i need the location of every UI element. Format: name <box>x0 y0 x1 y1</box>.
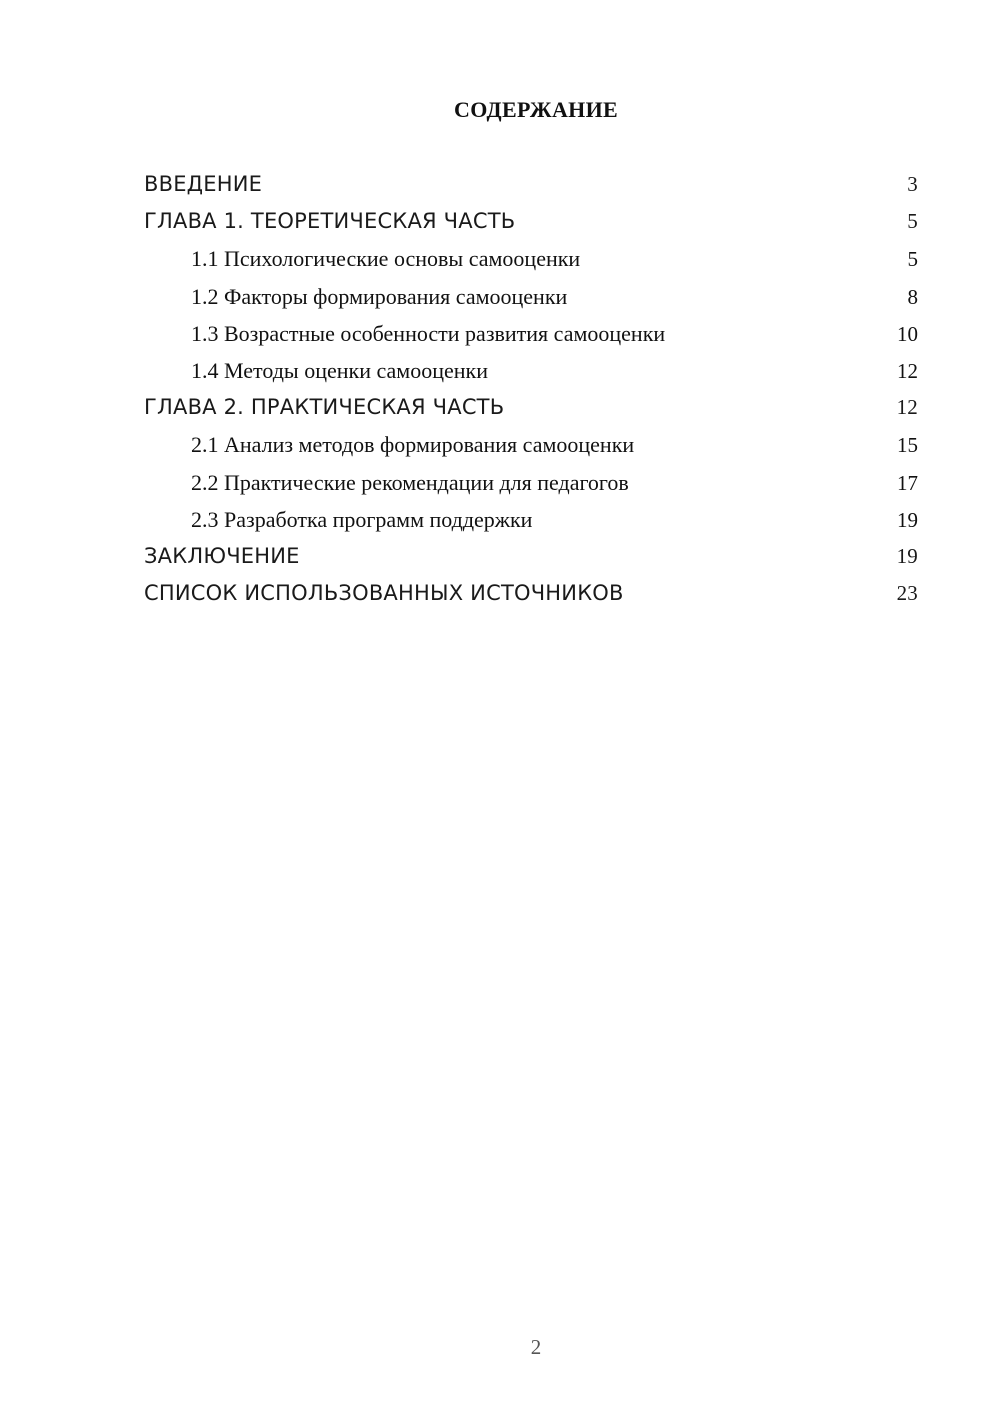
toc-entry-label: 2.1 Анализ методов формирования самооценки <box>191 432 635 458</box>
toc-entry-conclusion[interactable] <box>144 538 918 575</box>
toc-entry-label: ЗАКЛЮЧЕНИЕ <box>144 543 300 568</box>
toc-entry-label: 2.2 Практические рекомендации для педагогов <box>191 469 629 495</box>
toc-entry-label: 1.4 Методы оценки самооценки <box>191 357 488 383</box>
toc-entry-page: 17 <box>897 470 918 495</box>
toc-entry-label: 1.3 Возрастные особенности развития самооценки <box>191 320 666 346</box>
toc-entry-section-1-4[interactable] <box>144 352 918 389</box>
toc-entry-label: 1.1 Психологические основы самооценки <box>191 246 581 272</box>
toc-entry-section-1-3[interactable] <box>144 315 918 352</box>
page-title: СОДЕРЖАНИЕ <box>454 97 618 122</box>
toc-entry-section-2-1[interactable] <box>144 426 918 463</box>
toc-entry-label: СПИСОК ИСПОЛЬЗОВАННЫХ ИСТОЧНИКОВ <box>144 581 624 606</box>
toc-entry-chapter-1[interactable] <box>144 203 918 240</box>
toc-entry-section-2-3[interactable] <box>144 501 918 538</box>
toc-entry-page: 15 <box>897 433 918 458</box>
toc-entry-page: 3 <box>907 172 918 196</box>
toc-entry-page: 12 <box>897 358 918 383</box>
toc-entry-page: 10 <box>897 321 918 346</box>
toc-entry-section-1-2[interactable] <box>144 278 918 315</box>
toc-entry-page: 8 <box>907 284 918 309</box>
toc-entry-page: 12 <box>896 395 918 420</box>
page-number: 2 <box>530 1335 542 1359</box>
toc-entry-label: 2.3 Разработка программ поддержки <box>191 506 533 532</box>
toc-entry-page: 19 <box>897 507 918 532</box>
toc-entry-chapter-2[interactable] <box>144 389 918 426</box>
toc-entry-label: ВВЕДЕНИЕ <box>144 172 263 196</box>
toc-entry-page: 23 <box>896 581 918 606</box>
toc-entry-label: 1.2 Факторы формирования самооценки <box>191 283 568 309</box>
toc-entry-section-1-1[interactable] <box>144 240 918 277</box>
table-of-contents <box>144 166 918 612</box>
toc-entry-page: 5 <box>907 247 918 272</box>
toc-entry-section-2-2[interactable] <box>144 464 918 501</box>
toc-entry-page: 19 <box>896 543 918 568</box>
toc-entry-label: ГЛАВА 1. ТЕОРЕТИЧЕСКАЯ ЧАСТЬ <box>144 209 516 234</box>
toc-entry-introduction[interactable] <box>144 166 918 203</box>
toc-entry-references[interactable] <box>144 575 918 612</box>
toc-entry-label: ГЛАВА 2. ПРАКТИЧЕСКАЯ ЧАСТЬ <box>144 395 505 420</box>
toc-entry-page: 5 <box>907 209 918 234</box>
